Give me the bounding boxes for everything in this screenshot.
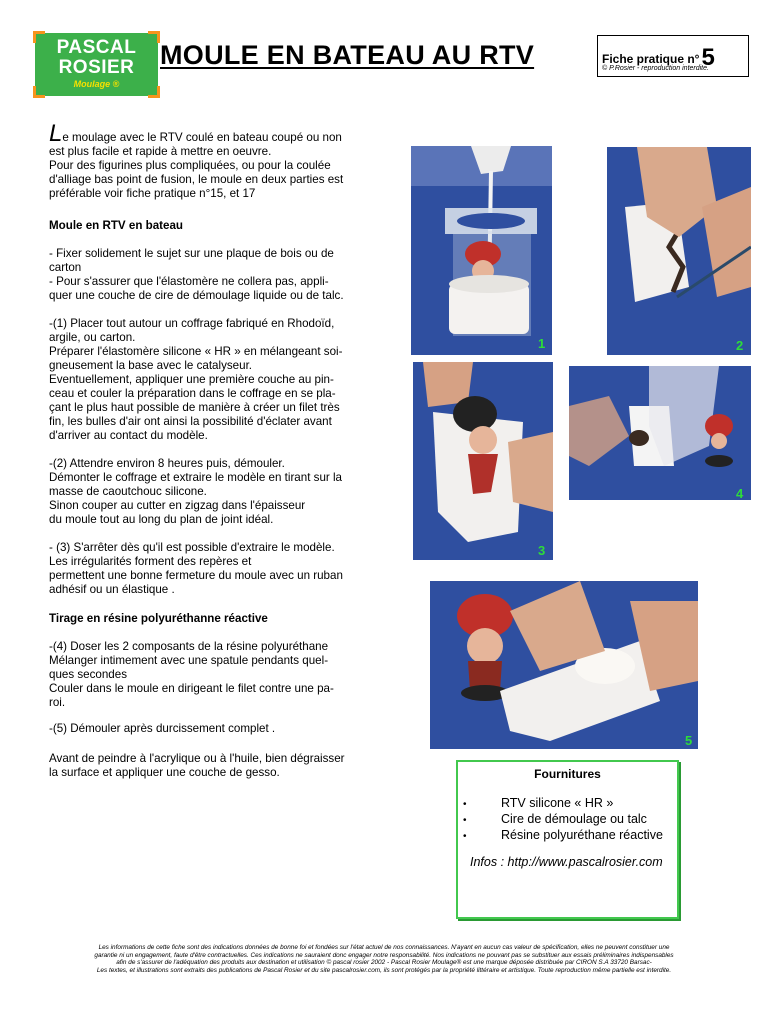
brand-logo	[35, 33, 158, 96]
website-link[interactable]: Infos : http://www.pascalrosier.com	[470, 855, 663, 869]
photo-step-2	[607, 147, 751, 355]
section1-paragraph-1: - Fixer solidement le sujet sur une plaque de bois ou de carton - Pour s'assurer que l'élastomère ne collera pas, appli- quer une couche de cire de démoulage liquide ou de talc.	[49, 247, 344, 302]
bullet: •	[463, 815, 467, 826]
supplies-item	[461, 812, 663, 828]
section1-paragraph-2: -(1) Placer tout autour un coffrage fabriqué en Rhodoïd, argile, ou carton. Préparer l'élastomère silicone « HR » en mélangeant soi- gneusement la base avec le catalyseur. Eventuellement, appliquer une première couche au pin- ceau et couler la préparation dans le coffrage en se pla- çant le plus haut possible de manière à créer un filet très fin, les bulles d'air ont ainsi la possibilité d'éclater avant d'arriver au contact du modèle.	[49, 317, 343, 442]
logo-line-2: ROSIER	[58, 57, 135, 78]
photo-step-1	[411, 146, 552, 355]
photo-step-4	[569, 366, 751, 500]
page-title: MOULE EN BATEAU AU RTV	[160, 40, 535, 70]
photo-4-label: 4	[736, 486, 744, 501]
photo-step-3	[413, 362, 553, 560]
supplies-item	[461, 828, 663, 844]
photo-3-label: 3	[538, 543, 546, 558]
bullet: •	[463, 831, 467, 842]
logo-line-3: Moulage ®	[73, 79, 120, 89]
supplies-box	[456, 760, 679, 919]
fiche-number: 5	[701, 44, 715, 71]
section2-paragraph-2: -(5) Démouler après durcissement complet .	[49, 722, 276, 735]
supplies-item-label: Cire de démoulage ou talc	[501, 812, 647, 826]
supplies-item-label: RTV silicone « HR »	[501, 796, 614, 810]
photo-1-label: 1	[538, 336, 546, 351]
supplies-list	[461, 796, 663, 844]
footer-line-3: afin de s'assurer de l'adéquation des produits aux destination et utilisation © pascal rosier 2002 - Pascal Rosier Moulage® est une marque déposée distribuée par CIRON S.A 33720 Barsac-	[116, 959, 652, 967]
section2-heading: Tirage en résine polyuréthanne réactive	[49, 612, 268, 625]
legal-footer	[20, 944, 748, 974]
photo-step-5	[430, 581, 698, 749]
footer-line-4: Les textes, et illustrations sont extraits des publications de Pascal Rosier et du site pascalrosier.com, ils sont protégés par la propriété littéraire et artistique. Toute reproduction même partielle est interdite.	[96, 966, 672, 974]
photo-2-label: 2	[736, 338, 744, 353]
intro-paragraph	[49, 120, 394, 201]
footer-line-2: garantie ni un engagement, faute d'être contractuelles. Ces indications ne sauraient donc engager notre responsabilité. Nos indications ne pouvant pas se substituer aux essais préliminaires indispensables	[94, 951, 674, 959]
logo-line-1: PASCAL	[56, 37, 137, 58]
section2-paragraph-1: -(4) Doser les 2 composants de la résine polyuréthane Mélanger intimement avec une spatule pendants quel- ques secondes Couler dans le moule en dirigeant le filet contre une pa- roi.	[49, 640, 334, 709]
photo-5-label: 5	[685, 733, 693, 748]
fiche-label: Fiche pratique n°	[602, 52, 700, 66]
section1-heading: Moule en RTV en bateau	[49, 219, 183, 232]
drop-cap: L	[49, 120, 63, 147]
supplies-item	[461, 796, 663, 812]
intro-text: e moulage avec le RTV coulé en bateau coupé ou non est plus facile et rapide à mettre en oeuvre. Pour des figurines plus compliquées, ou pour la coulée d'alliage bas point de fusion, le moule en deux parties est préférable voir fiche pratique n°15, et 17	[49, 131, 344, 200]
fiche-box	[597, 35, 749, 77]
fiche-copyright: © P.Rosier - reproduction interdite.	[602, 65, 709, 72]
section2-paragraph-3: Avant de peindre à l'acrylique ou à l'huile, bien dégraisser la surface et appliquer une couche de gesso.	[49, 752, 345, 779]
bullet: •	[463, 799, 467, 810]
section1-paragraph-3: -(2) Attendre environ 8 heures puis, démouler. Démonter le coffrage et extraire le modèle en tirant sur la masse de caoutchouc silicone. Sinon couper au cutter en zigzag dans l'épaisseur du moule tout au long du plan de joint idéal.	[49, 457, 342, 526]
footer-line-1: Les informations de cette fiche sont des indications données de bonne foi et fondées sur l'état actuel de nos connaissances. N'ayant en aucun cas valeur de spécification, elles ne peuvent constituer une	[98, 944, 670, 951]
supplies-title: Fournitures	[534, 767, 601, 781]
section1-paragraph-4: - (3) S'arrêter dès qu'il est possible d'extraire le modèle. Les irrégularités forment des repères et permettent une bonne fermeture du moule avec un ruban adhésif ou un élastique .	[49, 541, 343, 596]
supplies-item-label: Résine polyuréthane réactive	[501, 828, 663, 842]
